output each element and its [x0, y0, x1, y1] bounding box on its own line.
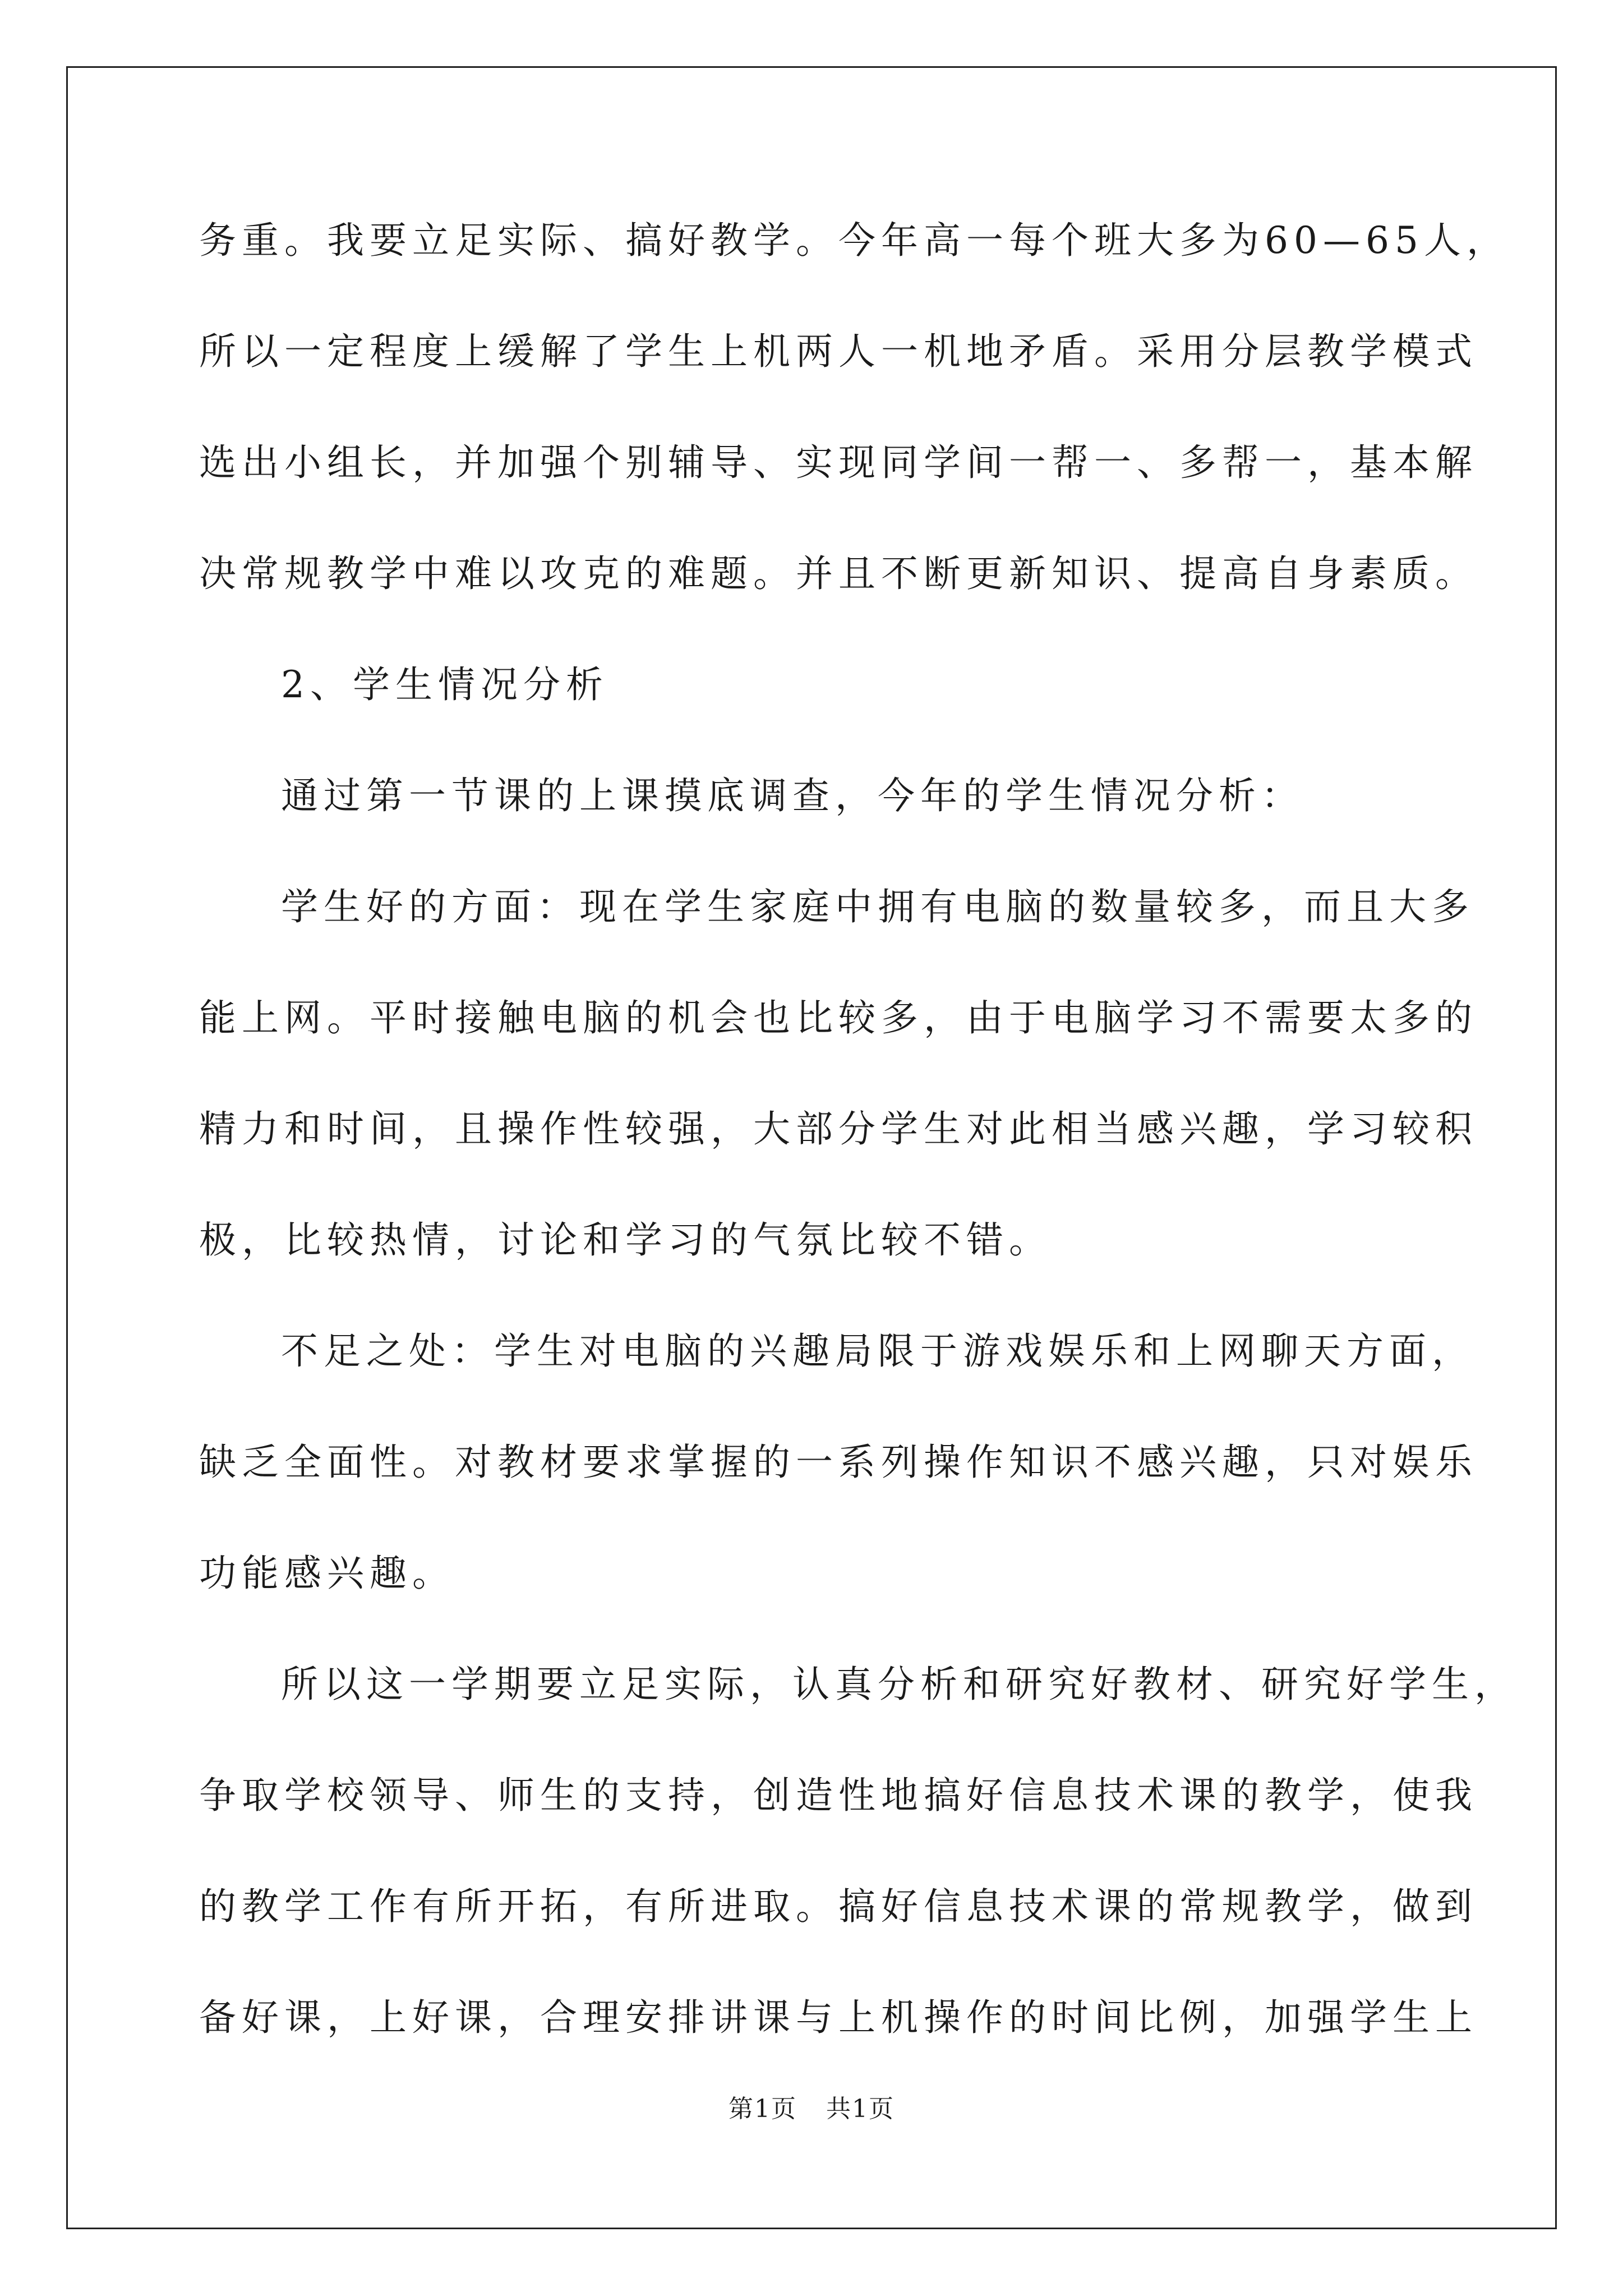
text-line: 备好课，上好课，合理安排讲课与上机操作的时间比例，加强学生上 [199, 1996, 1478, 2039]
text-line: 极，比较热情，讨论和学习的气氛比较不错。 [199, 1218, 1052, 1262]
text-line: 功能感兴趣。 [199, 1552, 455, 1595]
text-line: 所以一定程度上缓解了学生上机两人一机地矛盾。采用分层教学模式 [199, 330, 1478, 373]
text-line: 决常规教学中难以攻克的难题。并且不断更新知识、提高自身素质。 [199, 552, 1478, 595]
page-number: 第1页 [728, 2095, 797, 2123]
text-line: 所以这一学期要立足实际，认真分析和研究好教材、研究好学生， [281, 1663, 1517, 1706]
document-body [199, 185, 1517, 2073]
text-line: 的教学工作有所开拓，有所进取。搞好信息技术课的常规教学，做到 [199, 1885, 1478, 1928]
text-line: 缺乏全面性。对教材要求掌握的一系列操作知识不感兴趣，只对娱乐 [199, 1441, 1478, 1484]
text-line: 通过第一节课的上课摸底调查，今年的学生情况分析： [281, 774, 1304, 817]
page-total: 共1页 [826, 2095, 895, 2123]
text-line: 不足之处：学生对电脑的兴趣局限于游戏娱乐和上网聊天方面， [281, 1329, 1474, 1373]
text-line: 学生好的方面：现在学生家庭中拥有电脑的数量较多，而且大多 [281, 885, 1474, 928]
text-line: 务重。我要立足实际、搞好教学。今年高一每个班大多为60—65人， [199, 219, 1509, 262]
text-line: 精力和时间，且操作性较强，大部分学生对此相当感兴趣，学习较积 [199, 1107, 1478, 1151]
section-heading: 2、学生情况分析 [281, 663, 608, 706]
text-line: 选出小组长，并加强个别辅导、实现同学间一帮一、多帮一，基本解 [199, 441, 1478, 484]
page-footer [0, 2092, 1623, 2126]
text-line: 争取学校领导、师生的支持，创造性地搞好信息技术课的教学，使我 [199, 1774, 1478, 1817]
text-line: 能上网。平时接触电脑的机会也比较多，由于电脑学习不需要太多的 [199, 996, 1478, 1039]
